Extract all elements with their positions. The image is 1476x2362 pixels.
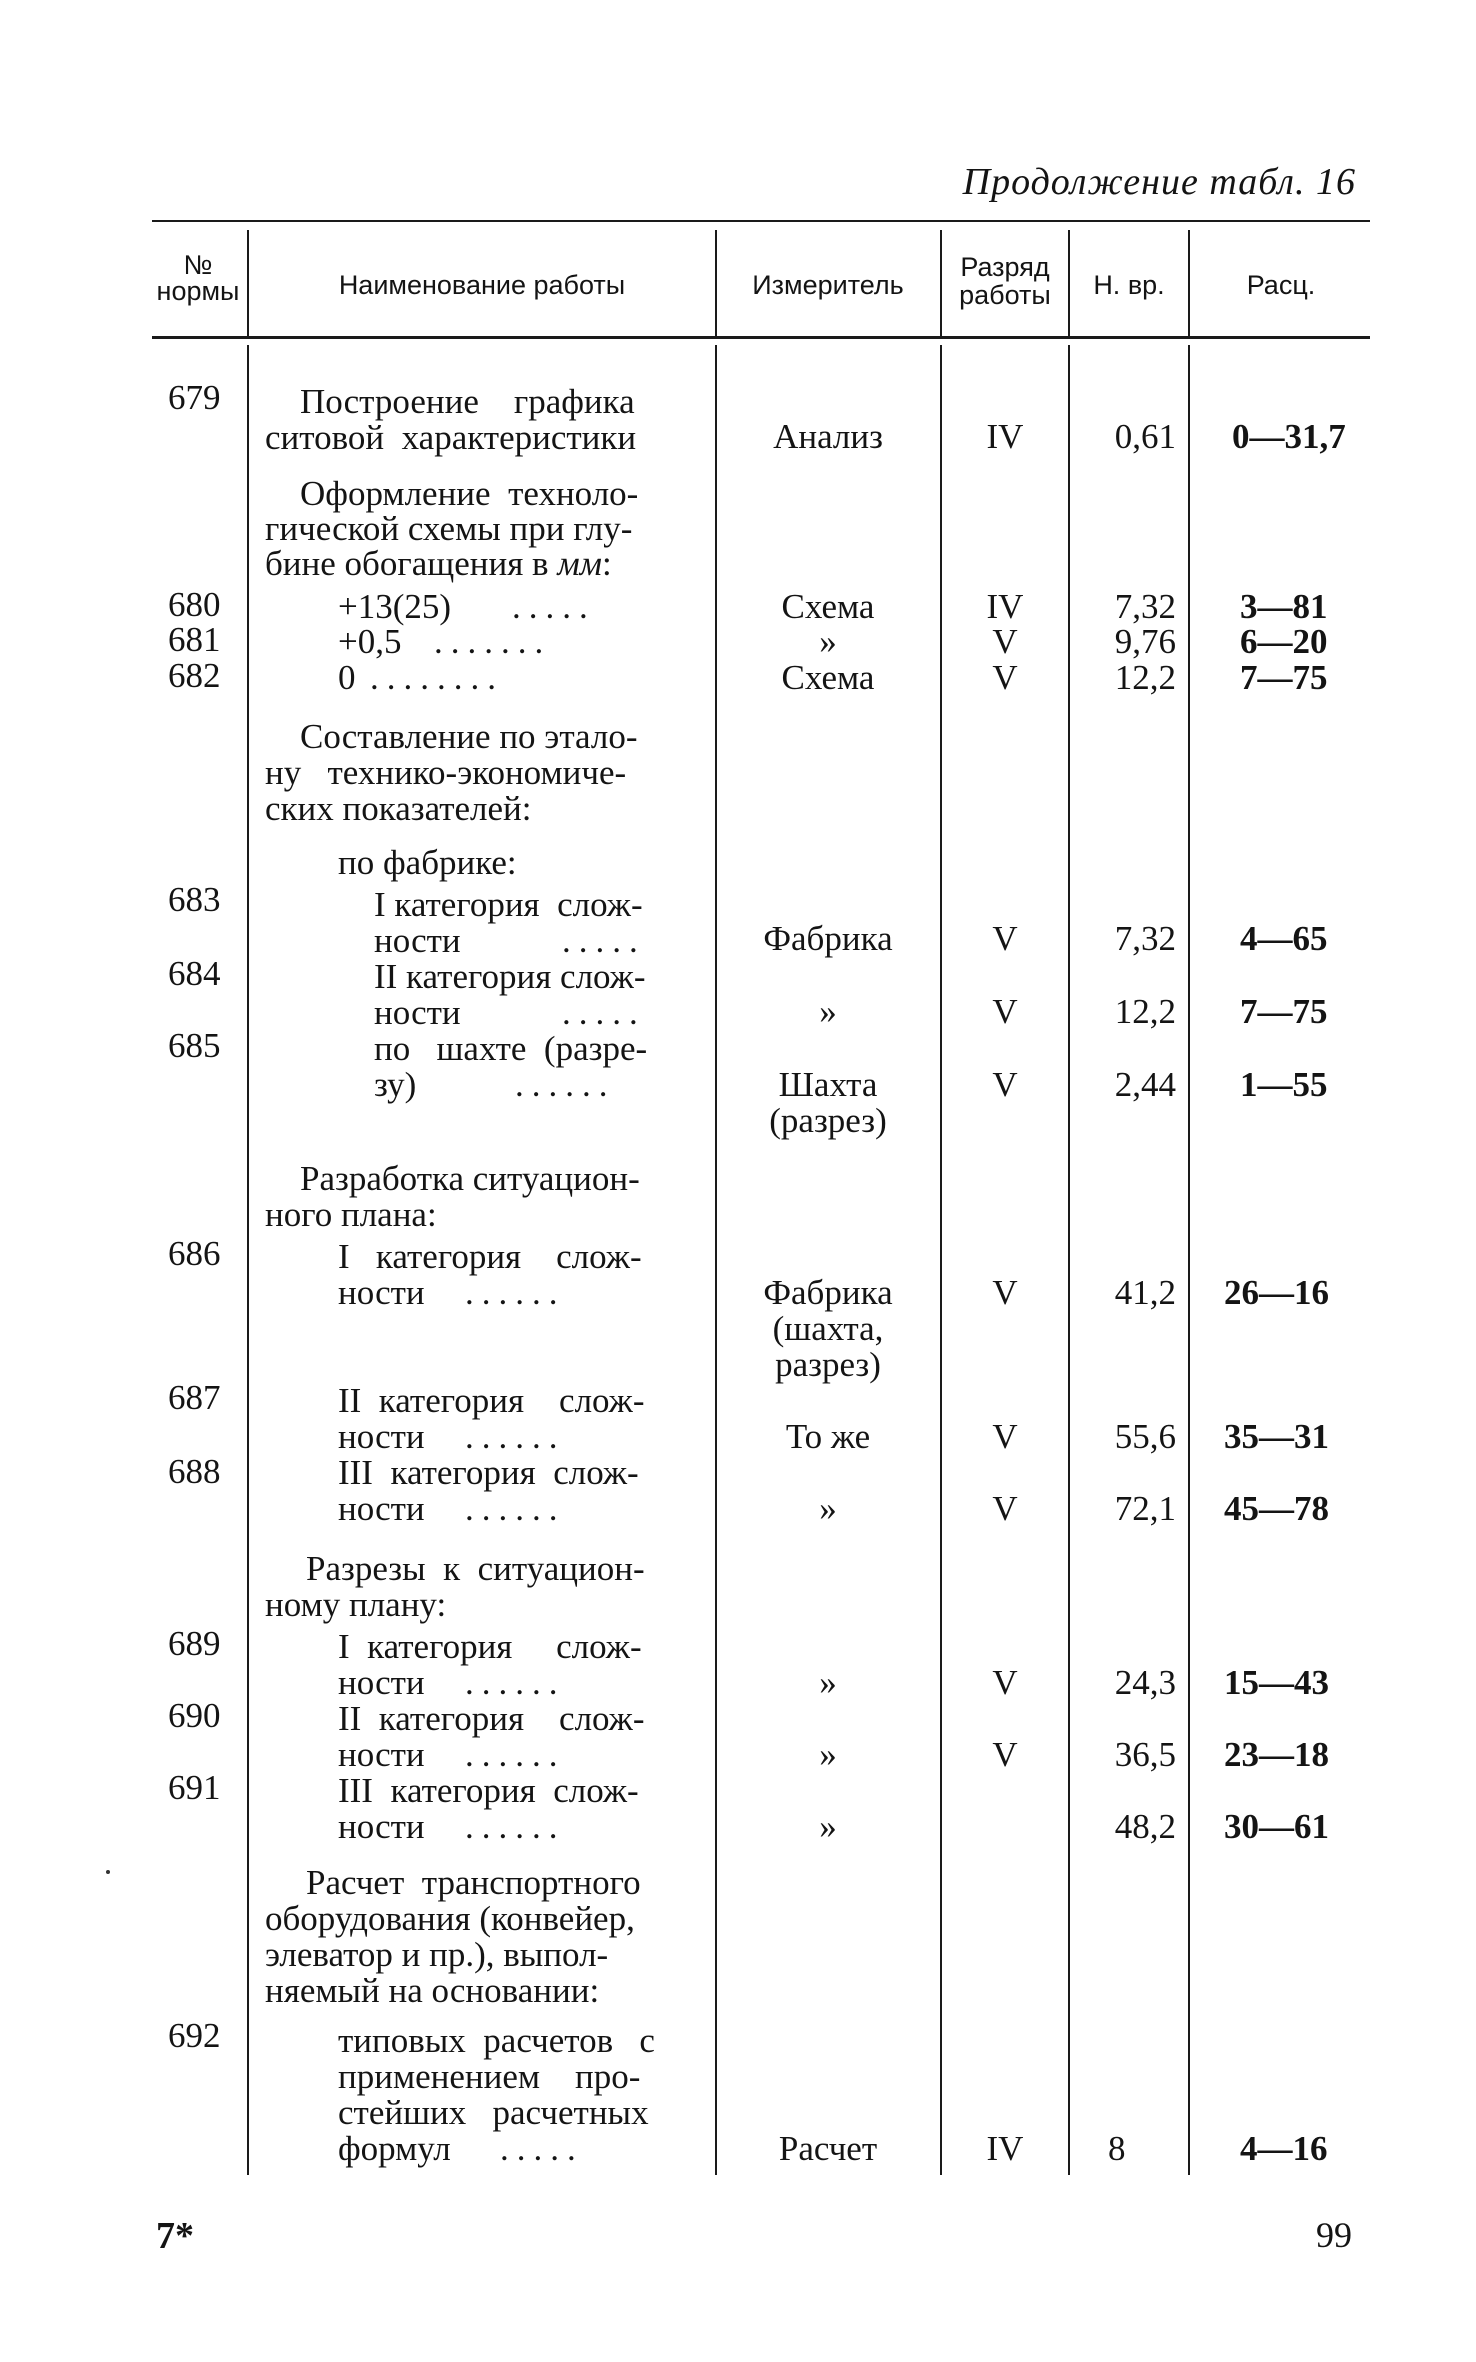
row-time: 0,61 [1114, 417, 1176, 456]
row-time: 12,2 [1114, 992, 1176, 1031]
row-rate: 26—16 [1224, 1273, 1329, 1312]
row-meter-line: (разрез) [769, 1101, 887, 1140]
col-divider [940, 230, 942, 338]
row-name-line: II категория слож- [374, 957, 646, 996]
row-name-line: ности [338, 1489, 425, 1528]
row-rate: 7—75 [1240, 992, 1328, 1031]
row-name-line: ности [338, 1663, 425, 1702]
row-time: 8 [1108, 2129, 1126, 2168]
row-num: 688 [168, 1452, 221, 1491]
row-num: 680 [168, 585, 221, 624]
row-name: 0 [338, 658, 356, 697]
row-name-line: ности [374, 993, 461, 1032]
row-time: 36,5 [1114, 1735, 1176, 1774]
leader-dots: ...... [465, 1417, 566, 1456]
print-speck [106, 1870, 110, 1874]
row-rate: 3—81 [1240, 587, 1328, 626]
row-time: 7,32 [1114, 587, 1176, 626]
row-rate: 4—65 [1240, 919, 1328, 958]
leader-dots: ..... [512, 587, 596, 626]
group-heading-line: Разработка ситуацион- [300, 1159, 640, 1198]
group-heading-line: элеватор и пр.), выпол- [265, 1935, 609, 1974]
row-num: 682 [168, 656, 221, 695]
row-meter-line: Шахта [778, 1065, 878, 1104]
row-name-line: применением про- [338, 2057, 641, 2096]
group-heading-line: Составление по этало- [300, 717, 638, 756]
row-name-line: II категория слож- [338, 1381, 645, 1420]
row-grade: V [992, 1065, 1018, 1104]
row-time: 2,44 [1114, 1065, 1176, 1104]
row-name-line: I категория слож- [338, 1237, 642, 1276]
row-name-line: формул [338, 2129, 451, 2168]
group-heading-line: Разрезы к ситуацион- [306, 1549, 645, 1588]
row-name-line: ности [338, 1417, 425, 1456]
signature-mark: 7* [156, 2215, 194, 2257]
row-name-line: стейших расчетных [338, 2093, 649, 2132]
header-num-line1: № [183, 250, 213, 280]
row-name-line: III категория слож- [338, 1453, 639, 1492]
row-name-line: II категория слож- [338, 1699, 645, 1738]
group-heading-line: Оформление технолo- [300, 474, 639, 513]
row-name-line: I категория слож- [374, 885, 643, 924]
row-meter: » [819, 1663, 837, 1702]
header-rate: Расц. [1246, 270, 1316, 300]
row-rate: 0—31,7 [1232, 417, 1346, 456]
header-grade-line1: Разряд [960, 252, 1050, 282]
group-heading-line: ного плана: [265, 1195, 437, 1234]
row-name-line: ситовой характеристики [265, 418, 637, 457]
row-name-line: по шахте (разре- [374, 1029, 648, 1068]
table-top-rule [152, 220, 1370, 222]
row-name-line: ности [374, 921, 461, 960]
leader-dots: ..... [500, 2129, 584, 2168]
group-heading-line: няемый на основании: [265, 1971, 600, 2010]
leader-dots: ...... [465, 1489, 566, 1528]
row-grade: IV [986, 2129, 1024, 2168]
col-divider [940, 345, 942, 2175]
row-name: +0,5 [338, 622, 402, 661]
row-num: 687 [168, 1378, 221, 1417]
row-num: 681 [168, 620, 221, 659]
table-caption: Продолжение табл. 16 [962, 161, 1356, 203]
row-num: 685 [168, 1026, 221, 1065]
row-meter: » [819, 992, 837, 1031]
col-divider [1068, 230, 1070, 338]
group-heading-line: оборудования (конвейер, [265, 1899, 635, 1938]
header-num-line2: нормы [156, 276, 240, 306]
leader-dots: ....... [434, 622, 552, 661]
row-meter: Анализ [773, 417, 883, 456]
row-meter-line: Фабрика [763, 1273, 893, 1312]
leader-dots: ...... [465, 1273, 566, 1312]
row-time: 72,1 [1114, 1489, 1176, 1528]
page-number: 99 [1316, 2215, 1352, 2255]
row-num: 684 [168, 954, 221, 993]
row-grade: V [992, 1663, 1018, 1702]
row-meter: » [819, 1489, 837, 1528]
col-divider [715, 230, 717, 338]
row-grade: IV [986, 417, 1024, 456]
row-grade: IV [986, 587, 1024, 626]
group-heading-line: гической схемы при глу- [265, 509, 633, 548]
leader-dots: ...... [465, 1663, 566, 1702]
row-rate: 15—43 [1224, 1663, 1329, 1702]
header-name: Наименование работы [338, 270, 626, 300]
row-grade: V [992, 622, 1018, 661]
row-time: 24,3 [1114, 1663, 1176, 1702]
row-rate: 45—78 [1224, 1489, 1329, 1528]
row-rate: 6—20 [1240, 622, 1328, 661]
header-grade-line2: работы [959, 280, 1051, 310]
row-num: 689 [168, 1624, 221, 1663]
group-heading-line: бине обогащения в мм: [265, 544, 612, 583]
row-name-line: III категория слож- [338, 1771, 639, 1810]
row-name-line: зу) [374, 1065, 417, 1104]
row-time: 7,32 [1114, 919, 1176, 958]
row-time: 9,76 [1114, 622, 1176, 661]
group-heading-line: Расчет транспортного [306, 1863, 641, 1902]
row-grade: V [992, 658, 1018, 697]
row-rate: 30—61 [1224, 1807, 1329, 1846]
header-time: Н. вр. [1093, 270, 1165, 300]
row-rate: 35—31 [1224, 1417, 1329, 1456]
row-name: +13(25) [338, 587, 452, 626]
leader-dots: ........ [370, 658, 504, 697]
col-divider [1188, 345, 1190, 2175]
row-meter: » [819, 1735, 837, 1774]
row-name-line: типовых расчетов с [338, 2021, 655, 2060]
leader-dots: ...... [465, 1807, 566, 1846]
leader-dots: ..... [562, 921, 646, 960]
row-rate: 1—55 [1240, 1065, 1328, 1104]
row-name-line: ности [338, 1273, 425, 1312]
col-divider [247, 230, 249, 338]
row-rate: 7—75 [1240, 658, 1328, 697]
row-name-line: ности [338, 1735, 425, 1774]
row-grade: V [992, 919, 1018, 958]
group-heading-line: ну технико-экономиче- [265, 753, 627, 792]
col-divider [715, 345, 717, 2175]
group-heading-line: ному плану: [265, 1585, 447, 1624]
row-time: 55,6 [1114, 1417, 1176, 1456]
row-meter-line: разрез) [775, 1345, 881, 1384]
row-meter: Расчет [778, 2129, 878, 2168]
row-time: 48,2 [1114, 1807, 1176, 1846]
row-time: 41,2 [1114, 1273, 1176, 1312]
row-meter: Схема [781, 587, 875, 626]
header-meter: Измеритель [752, 270, 904, 300]
row-grade: V [992, 1273, 1018, 1312]
leader-dots: ..... [562, 993, 646, 1032]
row-num: 691 [168, 1768, 221, 1807]
leader-dots: ...... [515, 1065, 616, 1104]
col-divider [1188, 230, 1190, 338]
row-rate: 23—18 [1224, 1735, 1329, 1774]
col-divider [1068, 345, 1070, 2175]
group-subheading: по фабрике: [338, 843, 517, 882]
row-meter: Схема [781, 658, 875, 697]
row-num: 679 [168, 378, 221, 417]
leader-dots: ...... [465, 1735, 566, 1774]
row-meter-line: (шахта, [772, 1309, 884, 1348]
row-rate: 4—16 [1240, 2129, 1328, 2168]
row-grade: V [992, 1735, 1018, 1774]
row-name-line: Построение графика [300, 382, 635, 421]
row-meter: То же [785, 1417, 871, 1456]
row-meter: » [819, 1807, 837, 1846]
row-time: 12,2 [1114, 658, 1176, 697]
row-grade: V [992, 992, 1018, 1031]
row-grade: V [992, 1417, 1018, 1456]
row-num: 686 [168, 1234, 221, 1273]
row-num: 690 [168, 1696, 221, 1735]
row-num: 692 [168, 2016, 221, 2055]
row-meter: Фабрика [763, 919, 893, 958]
col-divider [247, 345, 249, 2175]
row-name-line: ности [338, 1807, 425, 1846]
row-meter: » [819, 622, 837, 661]
group-heading-line: ских показателей: [265, 789, 532, 828]
row-grade: V [992, 1489, 1018, 1528]
row-name-line: I категория слож- [338, 1627, 642, 1666]
row-num: 683 [168, 880, 221, 919]
